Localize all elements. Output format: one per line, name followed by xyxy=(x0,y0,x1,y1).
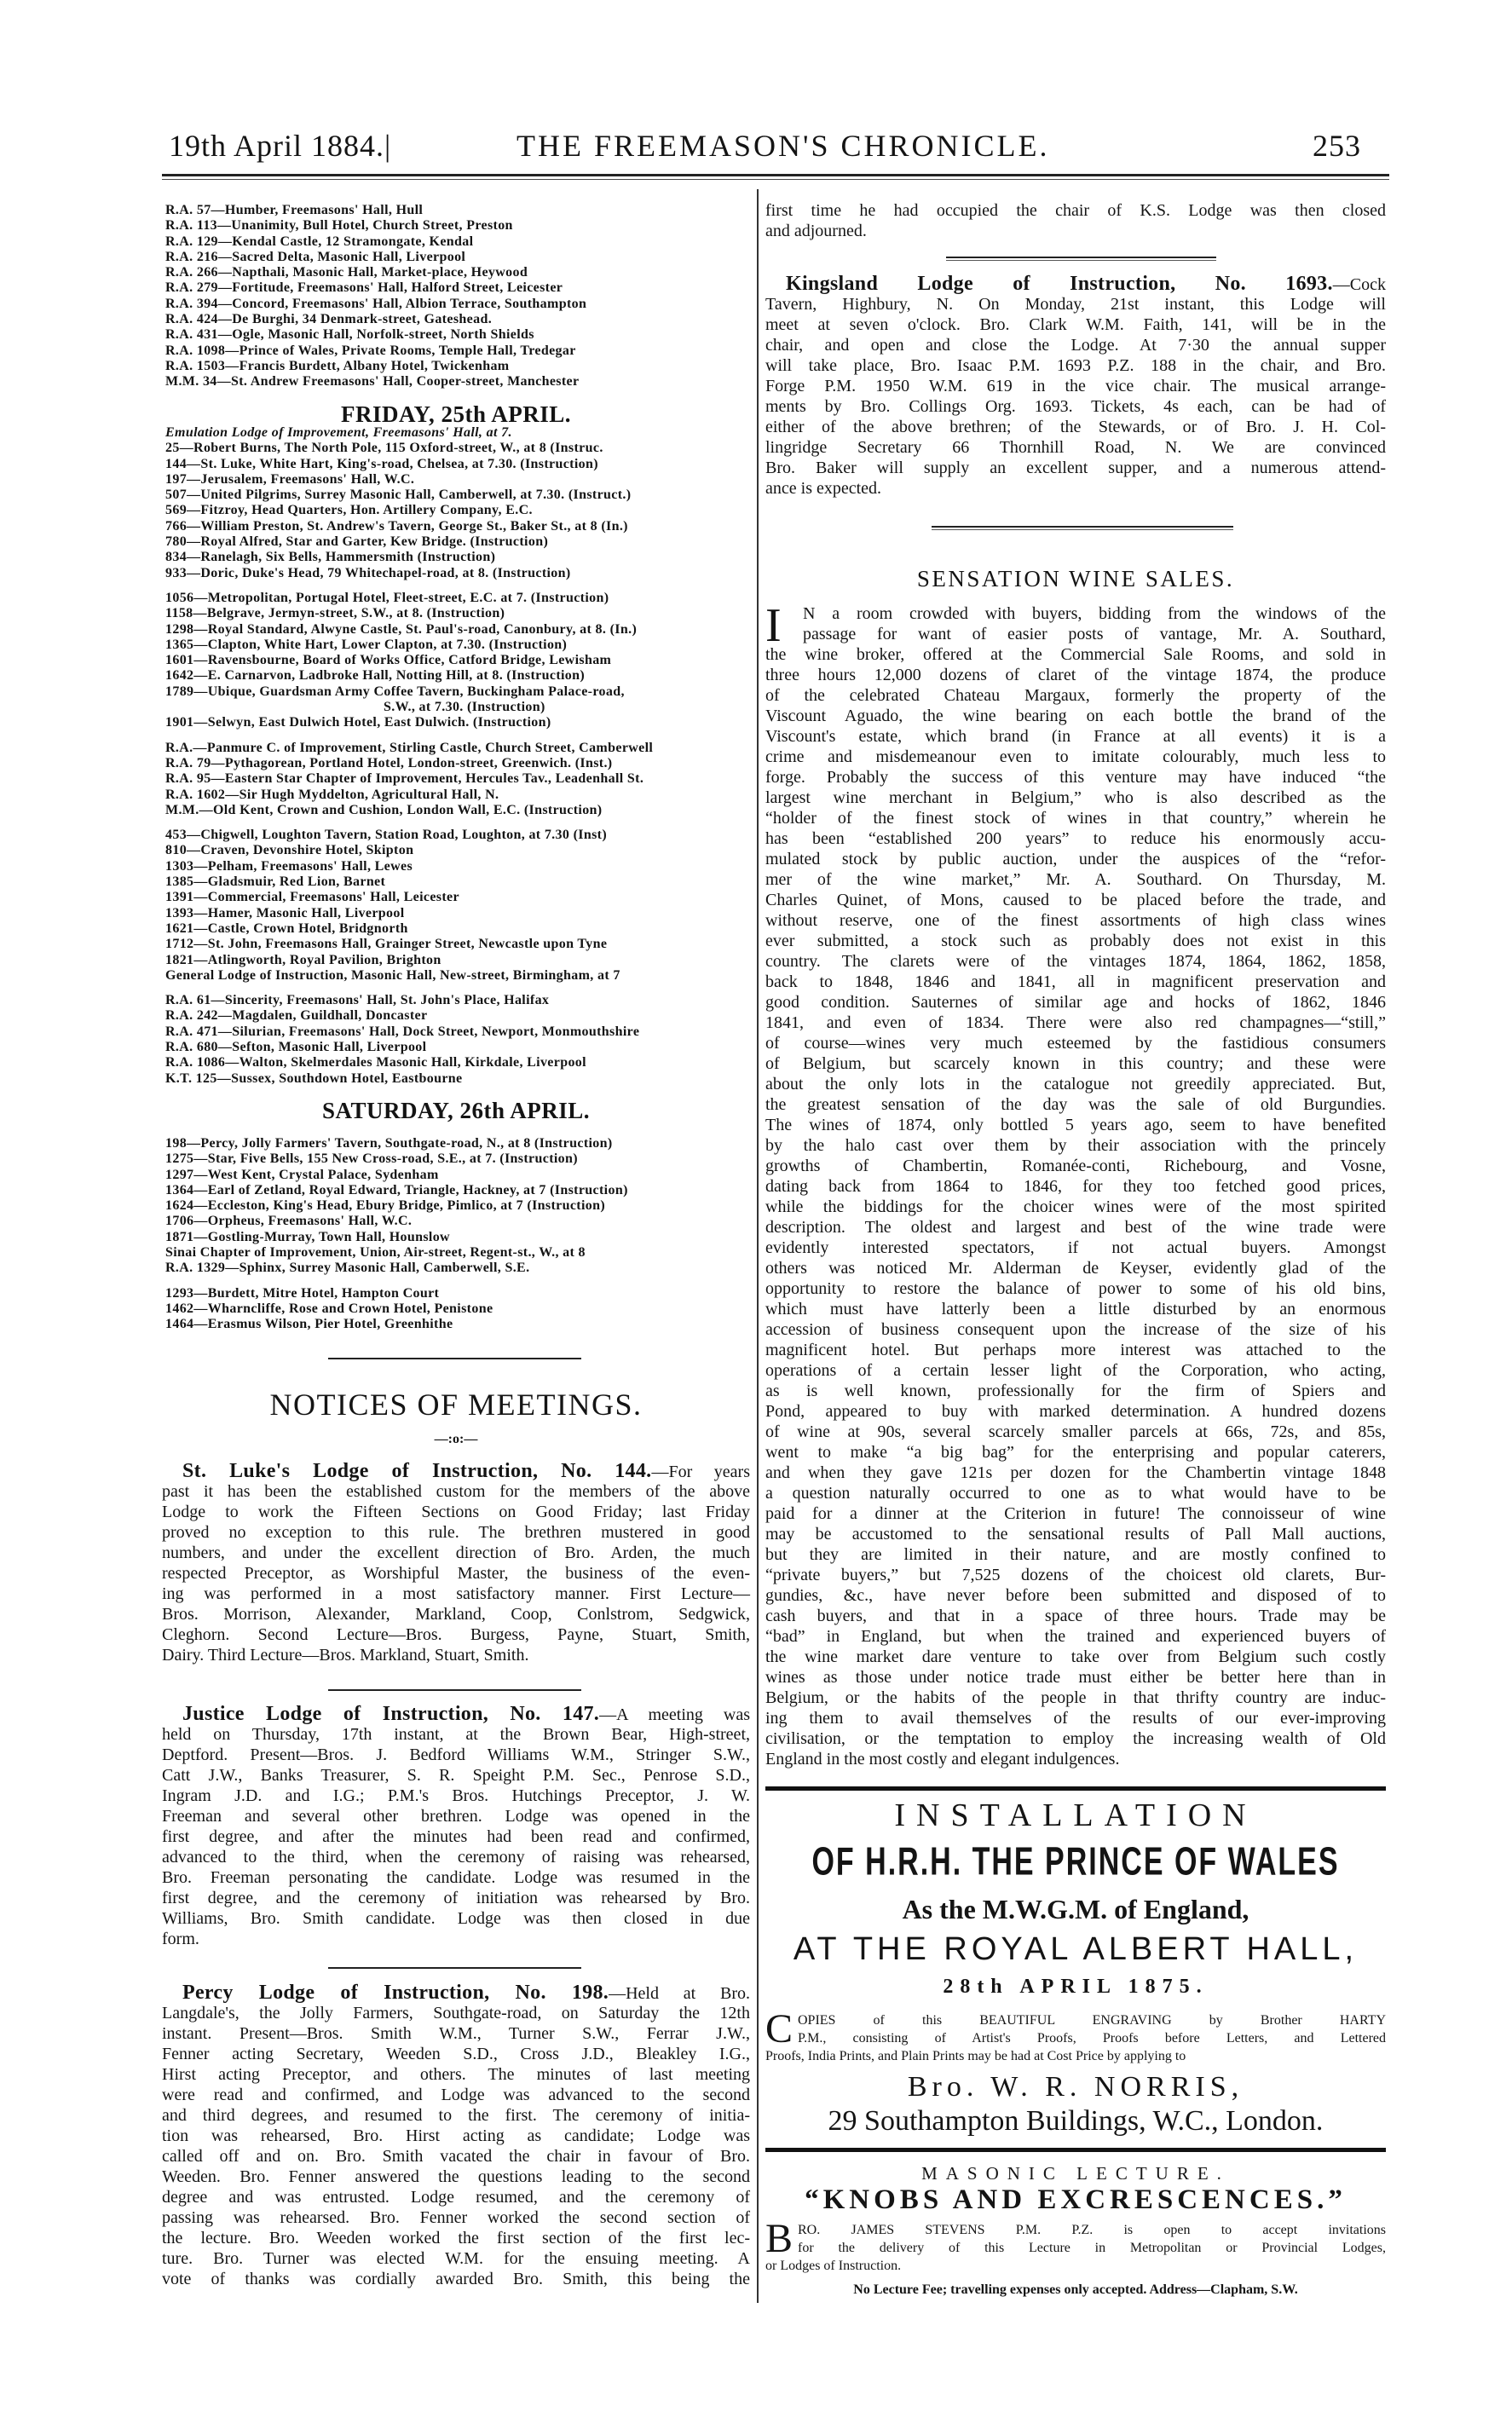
list-item: 25—Robert Burns, The North Pole, 115 Oxford-street, W., at 8 (Instruc. xyxy=(165,441,603,456)
text-line: back to 1848, 1846 and 1841, all in magnificent preservation and xyxy=(765,972,1386,991)
text-line: country. The clarets were of the vintages 1874, 1864, 1862, 1858, xyxy=(765,952,1386,971)
meeting-group xyxy=(165,828,753,984)
advert-address: 29 Southampton Buildings, W.C., London. xyxy=(828,2105,1324,2137)
list-item: 1601—Ravensbourne, Board of Works Office, Catford Bridge, Lewisham xyxy=(165,653,612,668)
text-line: and when they gave 121s per dozen for the Chambertin vintage 1848 xyxy=(765,1463,1386,1482)
text-line: paid for a dinner at the Criterion in future! The connoisseur of wine xyxy=(765,1504,1386,1523)
royal-arch-list xyxy=(165,203,753,390)
text-line: Hirst acting Preceptor, and others. The minutes of last meeting xyxy=(162,2065,750,2084)
list-item: 1821—Atlingworth, Royal Pavilion, Brighton xyxy=(165,952,441,967)
text-line: Bro. Baker will supply an excellent supper, and a numerous attend- xyxy=(765,459,1386,477)
list-item: 1056—Metropolitan, Portugal Hotel, Fleet-street, E.C. at 7. (Instruction) xyxy=(165,590,609,605)
list-item: 933—Doric, Duke's Head, 79 Whitechapel-road, at 8. (Instruction) xyxy=(165,565,571,580)
advert-prince-of-wales: OF H.R.H. THE PRINCE OF WALES xyxy=(811,1840,1340,1884)
list-item: 1158—Belgrave, Jermyn-street, S.W., at 8. (Instruction) xyxy=(165,606,505,621)
text-line: wines as those under notice trade must either be better here than in xyxy=(765,1668,1386,1687)
list-item: 198—Percy, Jolly Farmers' Tavern, Southgate-road, N., at 8 (Instruction) xyxy=(165,1136,613,1151)
text-line: the wine broker, offered at the Commercial Sale Rooms, and sold in xyxy=(765,645,1386,664)
text-line: operations of a certain lesser light of the Corporation, who acting, xyxy=(765,1361,1386,1380)
list-item: R.A. 129—Kendal Castle, 12 Stramongate, Kendal xyxy=(165,234,474,249)
text-line: Tavern, Highbury, N. On Monday, 21st instant, this Lodge will xyxy=(765,295,1386,314)
friday-meetings xyxy=(165,425,753,1096)
lecture-advert-title: “KNOBS AND EXCRESCENCES.” xyxy=(805,2184,1347,2215)
notice-title: St. Luke's Lodge of Instruction, No. 144. xyxy=(182,1460,652,1482)
list-item: 1706—Orpheus, Freemasons' Hall, W.C. xyxy=(165,1214,413,1229)
text-line: of Belgium, but scarcely known in this country; and these were xyxy=(765,1054,1386,1073)
list-item: 1712—St. John, Freemasons Hall, Grainger Street, Newcastle upon Tyne xyxy=(165,937,608,952)
text-line: has been “established 200 years” to reduce his enormously accu- xyxy=(765,829,1386,848)
list-item: 1464—Erasmus Wilson, Pier Hotel, Greenhithe xyxy=(165,1317,453,1332)
text-line: either of the above brethren; of the Stewards, or of Bro. J. H. Col- xyxy=(765,418,1386,436)
text-line: ments by Bro. Collings Org. 1693. Tickets, 4s each, can be had of xyxy=(765,397,1386,416)
list-item: 1642—E. Carnarvon, Ladbroke Hall, Notting Hill, at 8. (Instruction) xyxy=(165,668,586,684)
list-item: Emulation Lodge of Improvement, Freemasons' Hall, at 7. xyxy=(165,425,512,440)
text-line: chair, and open and close the Lodge. At 7·30 the annual supper xyxy=(765,336,1386,355)
text-line: OPIES of this BEAUTIFUL ENGRAVING by Brother HARTY xyxy=(798,2013,1386,2028)
text-line: forge. Probably the success of this venture may have induced “the xyxy=(765,768,1386,787)
st-lukes-notice xyxy=(162,1461,750,1665)
section-rule xyxy=(932,526,1233,530)
column-divider xyxy=(757,189,759,2303)
list-item: 1789—Ubique, Guardsman Army Coffee Tavern, Buckingham Palace-road, xyxy=(165,684,625,699)
advert-contact-name: Bro. W. R. NORRIS, xyxy=(907,2071,1244,2103)
list-item: 1298—Royal Standard, Alwyne Castle, St. Paul's-road, Canonbury, at 8. (In.) xyxy=(165,621,638,637)
friday-heading: FRIDAY, 25th APRIL. xyxy=(340,401,572,427)
text-line: ever submitted, a stock such as probably does not exist in this xyxy=(765,932,1386,950)
notice-lead: —Cock xyxy=(1332,275,1386,294)
advert-rule xyxy=(765,1786,1386,1791)
text-line: first degree, and the ceremony of initiation was rehearsed by Bro. xyxy=(162,1889,750,1907)
text-line: Bro. Freeman personating the candidate. Lodge was resumed in the xyxy=(162,1868,750,1887)
text-line: form. xyxy=(162,1930,199,1948)
meeting-group xyxy=(165,1286,753,1333)
list-item: R.A. 1086—Walton, Skelmerdales Masonic Hall, Kirkdale, Liverpool xyxy=(165,1055,586,1070)
list-item: R.A. 279—Fortitude, Freemasons' Hall, Halford Street, Leicester xyxy=(165,280,563,296)
list-item: 1297—West Kent, Crystal Palace, Sydenham xyxy=(165,1167,439,1182)
section-rule xyxy=(328,1967,581,1969)
text-line: may be accustomed to the sensational results of Pall Mall auctions, xyxy=(765,1525,1386,1544)
text-line: “bad” in England, but when the trained and experienced buyers of xyxy=(765,1627,1386,1646)
saturday-meetings xyxy=(165,1136,753,1342)
text-line: Dairy. Third Lecture—Bros. Markland, Stuart, Smith. xyxy=(162,1646,529,1665)
text-line: mulated stock by public auction, under the auspices of the “refor- xyxy=(765,850,1386,868)
kingsland-notice xyxy=(765,274,1386,499)
text-line: description. The oldest and largest and best of the wine trade were xyxy=(765,1218,1386,1237)
drop-cap: C xyxy=(765,2006,794,2051)
lecture-advert-label: MASONIC LECTURE. xyxy=(921,2163,1230,2184)
list-item: 1901—Selwyn, East Dulwich Hotel, East Dulwich. (Instruction) xyxy=(165,715,551,730)
list-item: 1391—Commercial, Freemasons' Hall, Leicester xyxy=(165,890,459,905)
text-line: magnificent hotel. But perhaps more interest was attached to the xyxy=(765,1341,1386,1359)
text-line: Lodge to work the Fifteen Sections on Good Friday; last Friday xyxy=(162,1503,750,1521)
text-line: vote of thanks was cordially awarded Bro. Smith, this being the xyxy=(162,2270,750,2288)
list-item: General Lodge of Instruction, Masonic Hall, New-street, Birmingham, at 7 xyxy=(165,967,620,983)
list-item: R.A. 431—Ogle, Masonic Hall, Norfolk-street, North Shields xyxy=(165,327,534,343)
justice-notice xyxy=(162,1704,750,1949)
list-item: Sinai Chapter of Improvement, Union, Air-street, Regent-st., W., at 8 xyxy=(165,1245,586,1261)
lecture-advert-copy xyxy=(765,2216,1386,2275)
text-line: the greatest sensation of the day was the sale of old Burgundies. xyxy=(765,1095,1386,1114)
advert-engraving-copy xyxy=(765,2006,1386,2065)
notice-title-line xyxy=(765,274,1386,294)
text-line: and adjourned. xyxy=(765,222,867,240)
list-item: 834—Ranelagh, Six Bells, Hammersmith (Instruction) xyxy=(165,550,496,565)
text-line: ture. Bro. Turner was elected W.M. for the ensuing meeting. A xyxy=(162,2249,750,2268)
advert-royal-albert-hall: AT THE ROYAL ALBERT HALL, xyxy=(793,1931,1359,1967)
list-item: M.M.—Old Kent, Crown and Cushion, London Wall, E.C. (Instruction) xyxy=(165,802,603,817)
notice-title: Percy Lodge of Instruction, No. 198. xyxy=(182,1982,609,2004)
notice-title-line xyxy=(162,1461,750,1481)
text-line: Belgium, or the habits of the people in that thrifty country are induc- xyxy=(765,1688,1386,1707)
list-item: 569—Fitzroy, Head Quarters, Hon. Artillery Company, E.C. xyxy=(165,503,533,518)
list-item: R.A. 61—Sincerity, Freemasons' Hall, St. John's Place, Halifax xyxy=(165,993,550,1008)
list-item: R.A. 1602—Sir Hugh Myddelton, Agricultural Hall, N. xyxy=(165,787,499,802)
notice-lead: —For years xyxy=(651,1463,751,1481)
text-line: ing them to avail themselves of the results of our ever-improving xyxy=(765,1709,1386,1728)
list-item: R.A. 680—Sefton, Masonic Hall, Liverpool xyxy=(165,1039,427,1054)
list-item: R.A. 1503—Francis Burdett, Albany Hotel, Twickenham xyxy=(165,358,510,373)
advert-rule xyxy=(765,2148,1386,2152)
text-line: Freeman and several other brethren. Lodge was opened in the xyxy=(162,1807,750,1826)
text-line: Deptford. Present—Bros. J. Bedford Williams W.M., Stringer S.W., xyxy=(162,1745,750,1764)
text-line: proved no exception to this rule. The brethren mustered in good xyxy=(162,1523,750,1542)
text-line: meet at seven o'clock. Bro. Clark W.M. Faith, 141, will be in the xyxy=(765,315,1386,334)
text-line: by the halo cast over them by their association with the princely xyxy=(765,1136,1386,1155)
list-item-continued: S.W., at 7.30. (Instruction) xyxy=(384,700,545,715)
list-item: 1275—Star, Five Bells, 155 New Cross-road, S.E., at 7. (Instruction) xyxy=(165,1151,578,1167)
text-line: civilisation, or the temptation to employ the increasing wealth of Old xyxy=(765,1729,1386,1748)
list-item: 810—Craven, Devonshire Hotel, Skipton xyxy=(165,843,414,858)
text-line: will take place, Bro. Isaac P.M. 1693 P.Z. 188 in the chair, and Bro. xyxy=(765,356,1386,375)
text-line: cash buyers, and that in a space of three hours. Trade may be xyxy=(765,1607,1386,1625)
wine-sales-article xyxy=(765,599,1386,1769)
section-rule xyxy=(328,1358,581,1359)
notice-lead: —A meeting was xyxy=(599,1705,750,1724)
text-line: tion was rehearsed, Bro. Hirst acting as candidate; Lodge was xyxy=(162,2126,750,2145)
notice-title: Justice Lodge of Instruction, No. 147. xyxy=(182,1703,600,1725)
text-line: crime and misdemeanour even to imitate colourably, much less to xyxy=(765,747,1386,766)
list-item: M.M. 34—St. Andrew Freemasons' Hall, Cooper-street, Manchester xyxy=(165,374,580,389)
meeting-group xyxy=(165,1136,753,1277)
list-item: 1293—Burdett, Mitre Hotel, Hampton Court xyxy=(165,1285,440,1301)
text-line: about the only lots in the catalogue not greedily appreciated. But, xyxy=(765,1075,1386,1093)
list-item: 453—Chigwell, Loughton Tavern, Station Road, Loughton, at 7.30 (Inst) xyxy=(165,828,608,843)
text-line: instant. Present—Bros. Smith W.M., Turner S.W., Ferrar J.W., xyxy=(162,2024,750,2043)
meeting-group xyxy=(165,591,753,731)
list-item: 1871—Gostling-Murray, Town Hall, Hounslow xyxy=(165,1229,450,1244)
meeting-group xyxy=(165,741,753,818)
notices-heading: NOTICES OF MEETINGS. xyxy=(269,1388,643,1422)
list-item: R.A. 57—Humber, Freemasons' Hall, Hull xyxy=(165,203,424,217)
list-item: R.A. 471—Silurian, Freemasons' Hall, Dock Street, Newport, Monmouthshire xyxy=(165,1024,640,1039)
text-line: the wine market dare venture to take over from Belgium such costly xyxy=(765,1647,1386,1666)
text-line: Pond, appeared to buy with marked determination. A hundred dozens xyxy=(765,1402,1386,1421)
saturday-heading: SATURDAY, 26th APRIL. xyxy=(321,1098,591,1123)
text-line: Catt J.W., Banks Treasurer, S. R. Speight P.M. Sec., Penrose S.D., xyxy=(162,1766,750,1785)
text-line: dating back from 1864 to 1846, for they too fetched good prices, xyxy=(765,1177,1386,1196)
text-line: Viscount's estate, which brand (in France at all events) it is a xyxy=(765,727,1386,746)
notice-title-line xyxy=(162,1704,750,1724)
wine-sales-heading: SENSATION WINE SALES. xyxy=(916,566,1235,591)
text-line: held on Thursday, 17th instant, at the Brown Bear, High-street, xyxy=(162,1725,750,1744)
drop-cap: B xyxy=(765,2216,794,2261)
list-item: 1624—Eccleston, King's Head, Ebury Bridge, Pimlico, at 7 (Instruction) xyxy=(165,1198,606,1214)
list-item: 1393—Hamer, Masonic Hall, Liverpool xyxy=(165,905,405,920)
list-item: K.T. 125—Sussex, Southdown Hotel, Eastbourne xyxy=(165,1070,463,1086)
text-line: Langdale's, the Jolly Farmers, Southgate-road, on Saturday the 12th xyxy=(162,2004,750,2022)
ornament-divider: —:o:— xyxy=(434,1432,478,1446)
list-item: 507—United Pilgrims, Surrey Masonic Hall, Camberwell, at 7.30. (Instruct.) xyxy=(165,488,632,503)
list-item: 1364—Earl of Zetland, Royal Edward, Triangle, Hackney, at 7 (Instruction) xyxy=(165,1182,628,1197)
text-line: and third degrees, and resumed to the first. The ceremony of initia- xyxy=(162,2106,750,2125)
text-line: England in the most costly and elegant indulgences. xyxy=(765,1750,1120,1769)
text-line: ance is expected. xyxy=(765,479,882,498)
meeting-group xyxy=(165,425,753,581)
advert-mwgm: As the M.W.G.M. of England, xyxy=(902,1894,1249,1924)
list-item: R.A. 95—Eastern Star Chapter of Improvement, Hercules Tav., Leadenhall St. xyxy=(165,771,644,787)
text-line: but they are limited in their nature, and are mostly confined to xyxy=(765,1545,1386,1564)
list-item: 144—St. Luke, White Hart, King's-road, Chelsea, at 7.30. (Instruction) xyxy=(165,456,598,471)
text-line: passing was rehearsed. Bro. Fenner worked the second section of xyxy=(162,2208,750,2227)
drop-cap: I xyxy=(765,599,782,652)
text-line: Ingram J.D. and I.G.; P.M.'s Bros. Hutchings Preceptor, J. W. xyxy=(162,1786,750,1805)
text-line: the lecture. Bro. Weeden worked the first section of the first lec- xyxy=(162,2229,750,2247)
list-item: 766—William Preston, St. Andrew's Tavern, George St., Baker St., at 8 (In.) xyxy=(165,518,628,534)
list-item: R.A. 79—Pythagorean, Portland Hotel, London-street, Greenwich. (Inst.) xyxy=(165,755,613,770)
text-line: opportunity to restore the balance of power to some of his old bins, xyxy=(765,1279,1386,1298)
list-item: 1462—Wharncliffe, Rose and Crown Hotel, Penistone xyxy=(165,1301,493,1316)
text-line: P.M., consisting of Artist's Proofs, Proofs before Letters, and Lettered xyxy=(798,2031,1386,2046)
text-line: N a room crowded with buyers, bidding from the windows of the xyxy=(803,604,1386,623)
list-item: R.A.—Panmure C. of Improvement, Stirling Castle, Church Street, Camberwell xyxy=(165,740,654,755)
issue-date: 19th April 1884.| xyxy=(169,129,392,163)
list-item: R.A. 1098—Prince of Wales, Private Rooms, Temple Hall, Tredegar xyxy=(165,343,576,358)
percy-notice-continued xyxy=(765,200,1386,241)
text-line: first degree, and after the minutes had been read and confirmed, xyxy=(162,1827,750,1846)
list-item: 1621—Castle, Crown Hotel, Bridgnorth xyxy=(165,920,408,936)
list-item: 1385—Gladsmuir, Red Lion, Barnet xyxy=(165,874,386,890)
text-line: ing was performed in a most satisfactory manner. First Lecture— xyxy=(162,1584,750,1603)
text-line: while the biddings for the choicer wines were of the most spirited xyxy=(765,1197,1386,1216)
text-line: of course—wines very much esteemed by the fastidious consumers xyxy=(765,1034,1386,1053)
text-line: RO. JAMES STEVENS P.M. P.Z. is open to accept invitations xyxy=(798,2223,1386,2237)
text-line: Proofs, India Prints, and Plain Prints may be had at Cost Price by applying to xyxy=(765,2049,1186,2063)
text-line: without reserve, one of the finest assortments of high class wines xyxy=(765,911,1386,930)
list-item: 780—Royal Alfred, Star and Garter, Kew Bridge. (Instruction) xyxy=(165,534,549,550)
text-line: respected Preceptor, as Worshipful Master, the business of the even- xyxy=(162,1564,750,1583)
text-line: Viscount Aguado, the wine bearing on each bottle the brand of the xyxy=(765,707,1386,725)
advert-date: 28th APRIL 1875. xyxy=(943,1976,1209,1998)
section-rule xyxy=(946,257,1216,261)
text-line: as is well known, professionally for the firm of Spiers and xyxy=(765,1382,1386,1400)
text-line: of wine at 90s, several scarcely smaller parcels at 66s, 72s, and 85s, xyxy=(765,1422,1386,1441)
text-line: called off and on. Bro. Smith vacated the chair in favour of Bro. xyxy=(162,2147,750,2166)
list-item: 1365—Clapton, White Hart, Lower Clapton, at 7.30. (Instruction) xyxy=(165,637,568,652)
percy-notice xyxy=(162,1982,750,2289)
text-line: evidently interested spectators, if not actual buyers. Amongst xyxy=(765,1238,1386,1257)
section-rule xyxy=(328,1689,581,1691)
text-line: for the delivery of this Lecture in Metropolitan or Provincial Lodges, xyxy=(798,2241,1386,2255)
text-line: past it has been the established custom for the members of the above xyxy=(162,1482,750,1501)
text-line: first time he had occupied the chair of K.S. Lodge was then closed xyxy=(765,201,1386,220)
text-line: went to make “a big bag” for the enterprising and popular caterers, xyxy=(765,1443,1386,1462)
page-number: 253 xyxy=(1313,129,1361,163)
text-line: Forge P.M. 1950 W.M. 619 in the vice chair. The musical arrange- xyxy=(765,377,1386,395)
text-line: growths of Chambertin, Romanée-conti, Richebourg, and Vosne, xyxy=(765,1157,1386,1175)
advert-installation: INSTALLATION xyxy=(894,1797,1257,1833)
list-item: R.A. 1329—Sphinx, Surrey Masonic Hall, Camberwell, S.E. xyxy=(165,1261,530,1276)
text-line: or Lodges of Instruction. xyxy=(765,2259,902,2273)
notice-lead: —Held at Bro. xyxy=(609,1984,750,2003)
text-line: Weeden. Bro. Fenner answered the questions leading to the second xyxy=(162,2167,750,2186)
text-line: Bros. Morrison, Alexander, Markland, Coop, Conlstrom, Sedgwick, xyxy=(162,1605,750,1624)
text-line: accession of business consequent upon the increase of the size of his xyxy=(765,1320,1386,1339)
notice-title-line xyxy=(162,1982,750,2003)
text-line: Cleghorn. Second Lecture—Bros. Burgess, Payne, Stuart, Smith, xyxy=(162,1625,750,1644)
text-line: mer of the wine market,” Mr. A. Southard. On Thursday, M. xyxy=(765,870,1386,889)
list-item: R.A. 216—Sacred Delta, Masonic Hall, Liverpool xyxy=(165,249,466,264)
list-item: R.A. 242—Magdalen, Guildhall, Doncaster xyxy=(165,1008,428,1024)
text-line: a question naturally occurred to one as to what would have to be xyxy=(765,1484,1386,1503)
list-item: R.A. 266—Napthali, Masonic Hall, Market-place, Heywood xyxy=(165,265,528,280)
text-line: numbers, and under the excellent direction of Bro. Arden, the much xyxy=(162,1544,750,1562)
list-item: 1303—Pelham, Freemasons' Hall, Lewes xyxy=(165,858,413,874)
text-line: of the celebrated Chateau Margaux, formerly the property of the xyxy=(765,686,1386,705)
newspaper-title: THE FREEMASON'S CHRONICLE. xyxy=(517,129,1050,163)
text-line: others was noticed Mr. Alderman de Keyser, evidently glad of the xyxy=(765,1259,1386,1278)
text-line: good condition. Sauternes of similar age and hocks of 1862, 1846 xyxy=(765,993,1386,1012)
lecture-advert-fee: No Lecture Fee; travelling expenses only accepted. Address—Clapham, S.W. xyxy=(853,2282,1298,2297)
text-line: “holder of the finest stock of wines in that country,” wherein he xyxy=(765,809,1386,828)
list-item: R.A. 113—Unanimity, Bull Hotel, Church Street, Preston xyxy=(165,218,513,234)
list-item: 197—Jerusalem, Freemasons' Hall, W.C. xyxy=(165,471,415,487)
text-line: Charles Quinet, of Mons, caused to be placed before the trade, and xyxy=(765,891,1386,909)
text-line: degree and was entrusted. Lodge resumed, and the ceremony of xyxy=(162,2188,750,2207)
text-line: Williams, Bro. Smith candidate. Lodge was then closed in due xyxy=(162,1909,750,1928)
text-line: lingridge Secretary 66 Thornhill Road, N. We are convinced xyxy=(765,438,1386,457)
text-line: gundies, &c., have never before been submitted and disposed of to xyxy=(765,1586,1386,1605)
list-item: R.A. 424—De Burghi, 34 Denmark-street, Gateshead. xyxy=(165,312,493,327)
notice-title: Kingsland Lodge of Instruction, No. 1693. xyxy=(786,273,1333,295)
text-line: 1841, and even of 1834. There were also red champagnes—“still,” xyxy=(765,1013,1386,1032)
text-line: passage for want of easier posts of vantage, Mr. A. Southard, xyxy=(803,625,1386,643)
list-item: R.A. 394—Concord, Freemasons' Hall, Albion Terrace, Southampton xyxy=(165,296,587,311)
text-line: The wines of 1874, only bottled 5 years ago, seem to have benefited xyxy=(765,1116,1386,1134)
text-line: Fenner acting Secretary, Weeden S.D., Cross J.D., Bleakley I.G., xyxy=(162,2045,750,2063)
text-line: “private buyers,” but 7,525 dozens of the choicest old clarets, Bur- xyxy=(765,1566,1386,1584)
text-line: which must have latterly been a little disturbed by an enormous xyxy=(765,1300,1386,1318)
text-line: advanced to the third, when the ceremony of raising was rehearsed, xyxy=(162,1848,750,1867)
text-line: largest wine merchant in Belgium,” who is also described as the xyxy=(765,788,1386,807)
header-rule xyxy=(162,174,1389,180)
text-line: were read and confirmed, and Lodge was advanced to the second xyxy=(162,2086,750,2104)
text-line: three hours 12,000 dozens of claret of the vintage 1874, the produce xyxy=(765,666,1386,684)
meeting-group xyxy=(165,993,753,1087)
